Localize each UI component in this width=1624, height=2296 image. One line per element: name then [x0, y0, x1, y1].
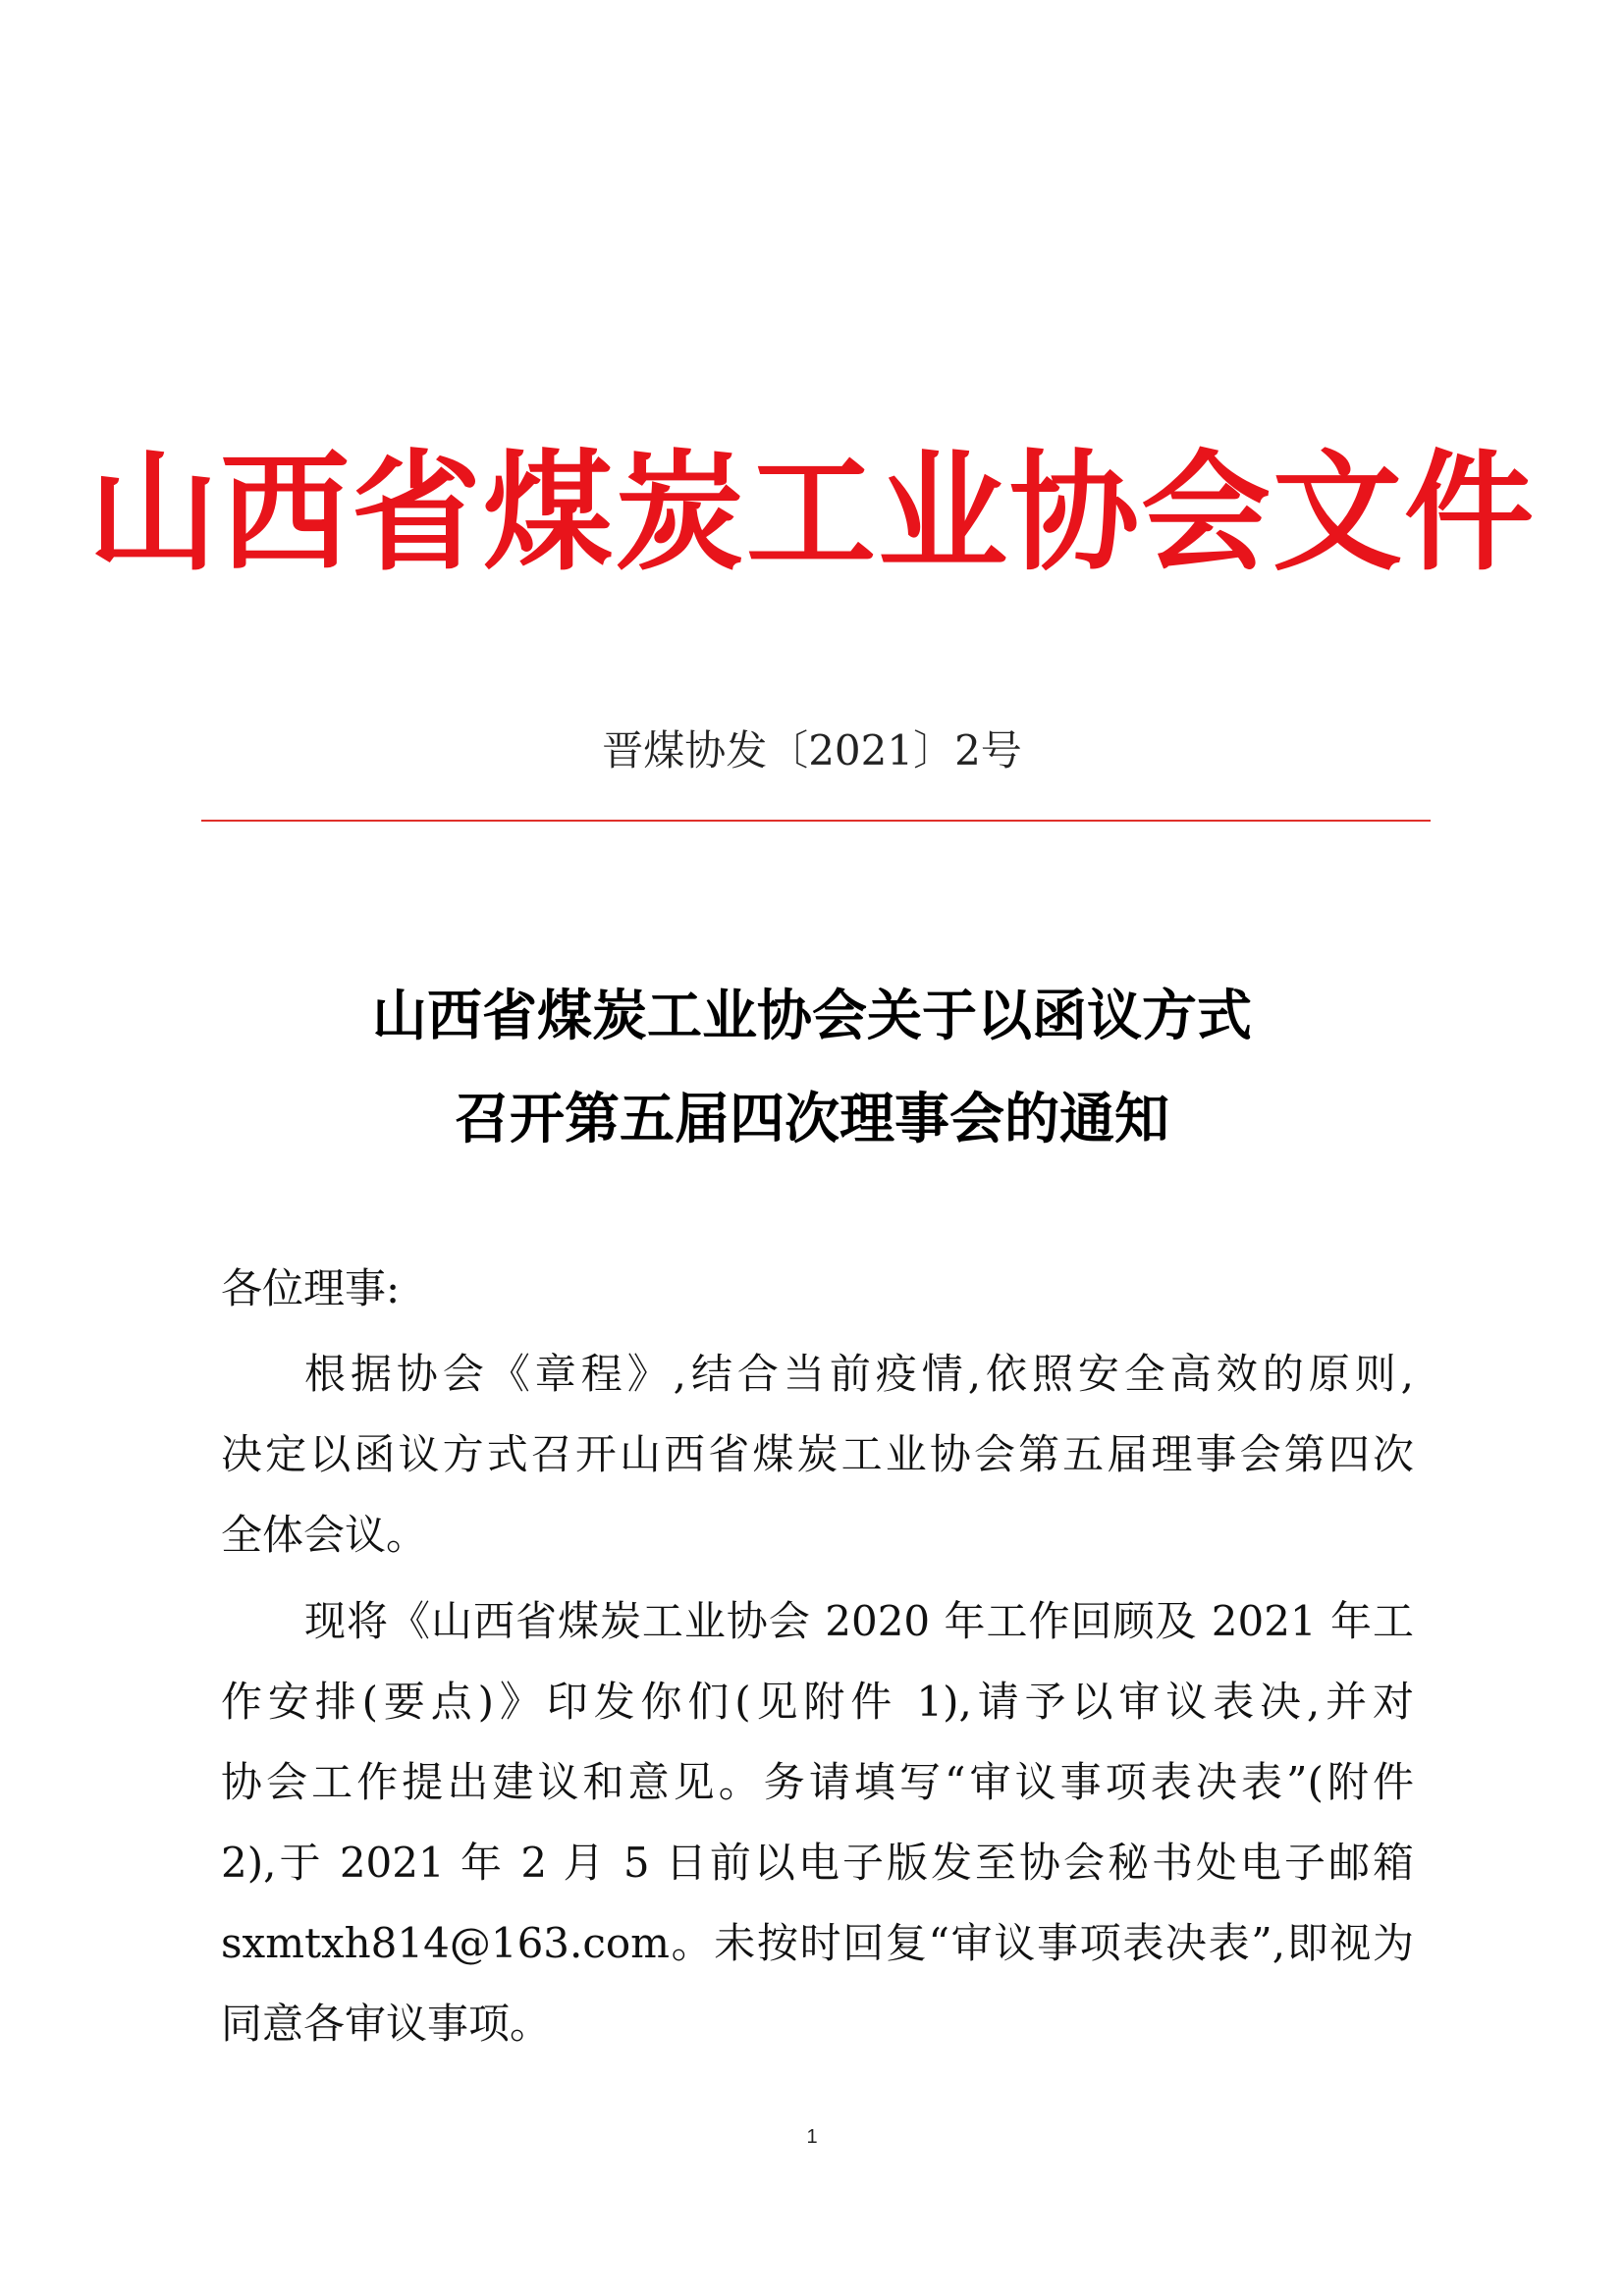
- paragraph-1-line-1: 根据协会《章程》,结合当前疫情,依照安全高效的原则,: [304, 1350, 1414, 1398]
- page-number: 1: [806, 2126, 818, 2148]
- paragraph-2-line-3: 协会工作提出建议和意见。务请填写“审议事项表决表”(附件: [221, 1758, 1414, 1806]
- document-number: 晋煤协发〔2021〕2号: [602, 726, 1022, 774]
- salutation: 各位理事:: [221, 1264, 401, 1312]
- paragraph-2-line-6: 同意各审议事项。: [221, 2000, 552, 2048]
- red-divider-line: [201, 820, 1431, 822]
- paragraph-1-line-2: 决定以函议方式召开山西省煤炭工业协会第五届理事会第四次: [221, 1430, 1414, 1478]
- paragraph-1-line-3: 全体会议。: [221, 1511, 428, 1559]
- paragraph-2-line-1: 现将《山西省煤炭工业协会 2020 年工作回顾及 2021 年工: [304, 1597, 1414, 1645]
- paragraph-2-line-4: 2),于 2021 年 2 月 5 日前以电子版发至协会秘书处电子邮箱: [221, 1839, 1414, 1887]
- notice-title-line-2: 召开第五届四次理事会的通知: [455, 1087, 1169, 1151]
- notice-title-line-1: 山西省煤炭工业协会关于以函议方式: [372, 984, 1252, 1048]
- masthead-title: 山西省煤炭工业协会文件: [88, 437, 1536, 589]
- paragraph-2-line-2: 作安排(要点)》印发你们(见附件 1),请予以审议表决,并对: [221, 1678, 1414, 1726]
- paragraph-2-line-5: sxmtxh814@163.com。未按时回复“审议事项表决表”,即视为: [221, 1919, 1414, 1967]
